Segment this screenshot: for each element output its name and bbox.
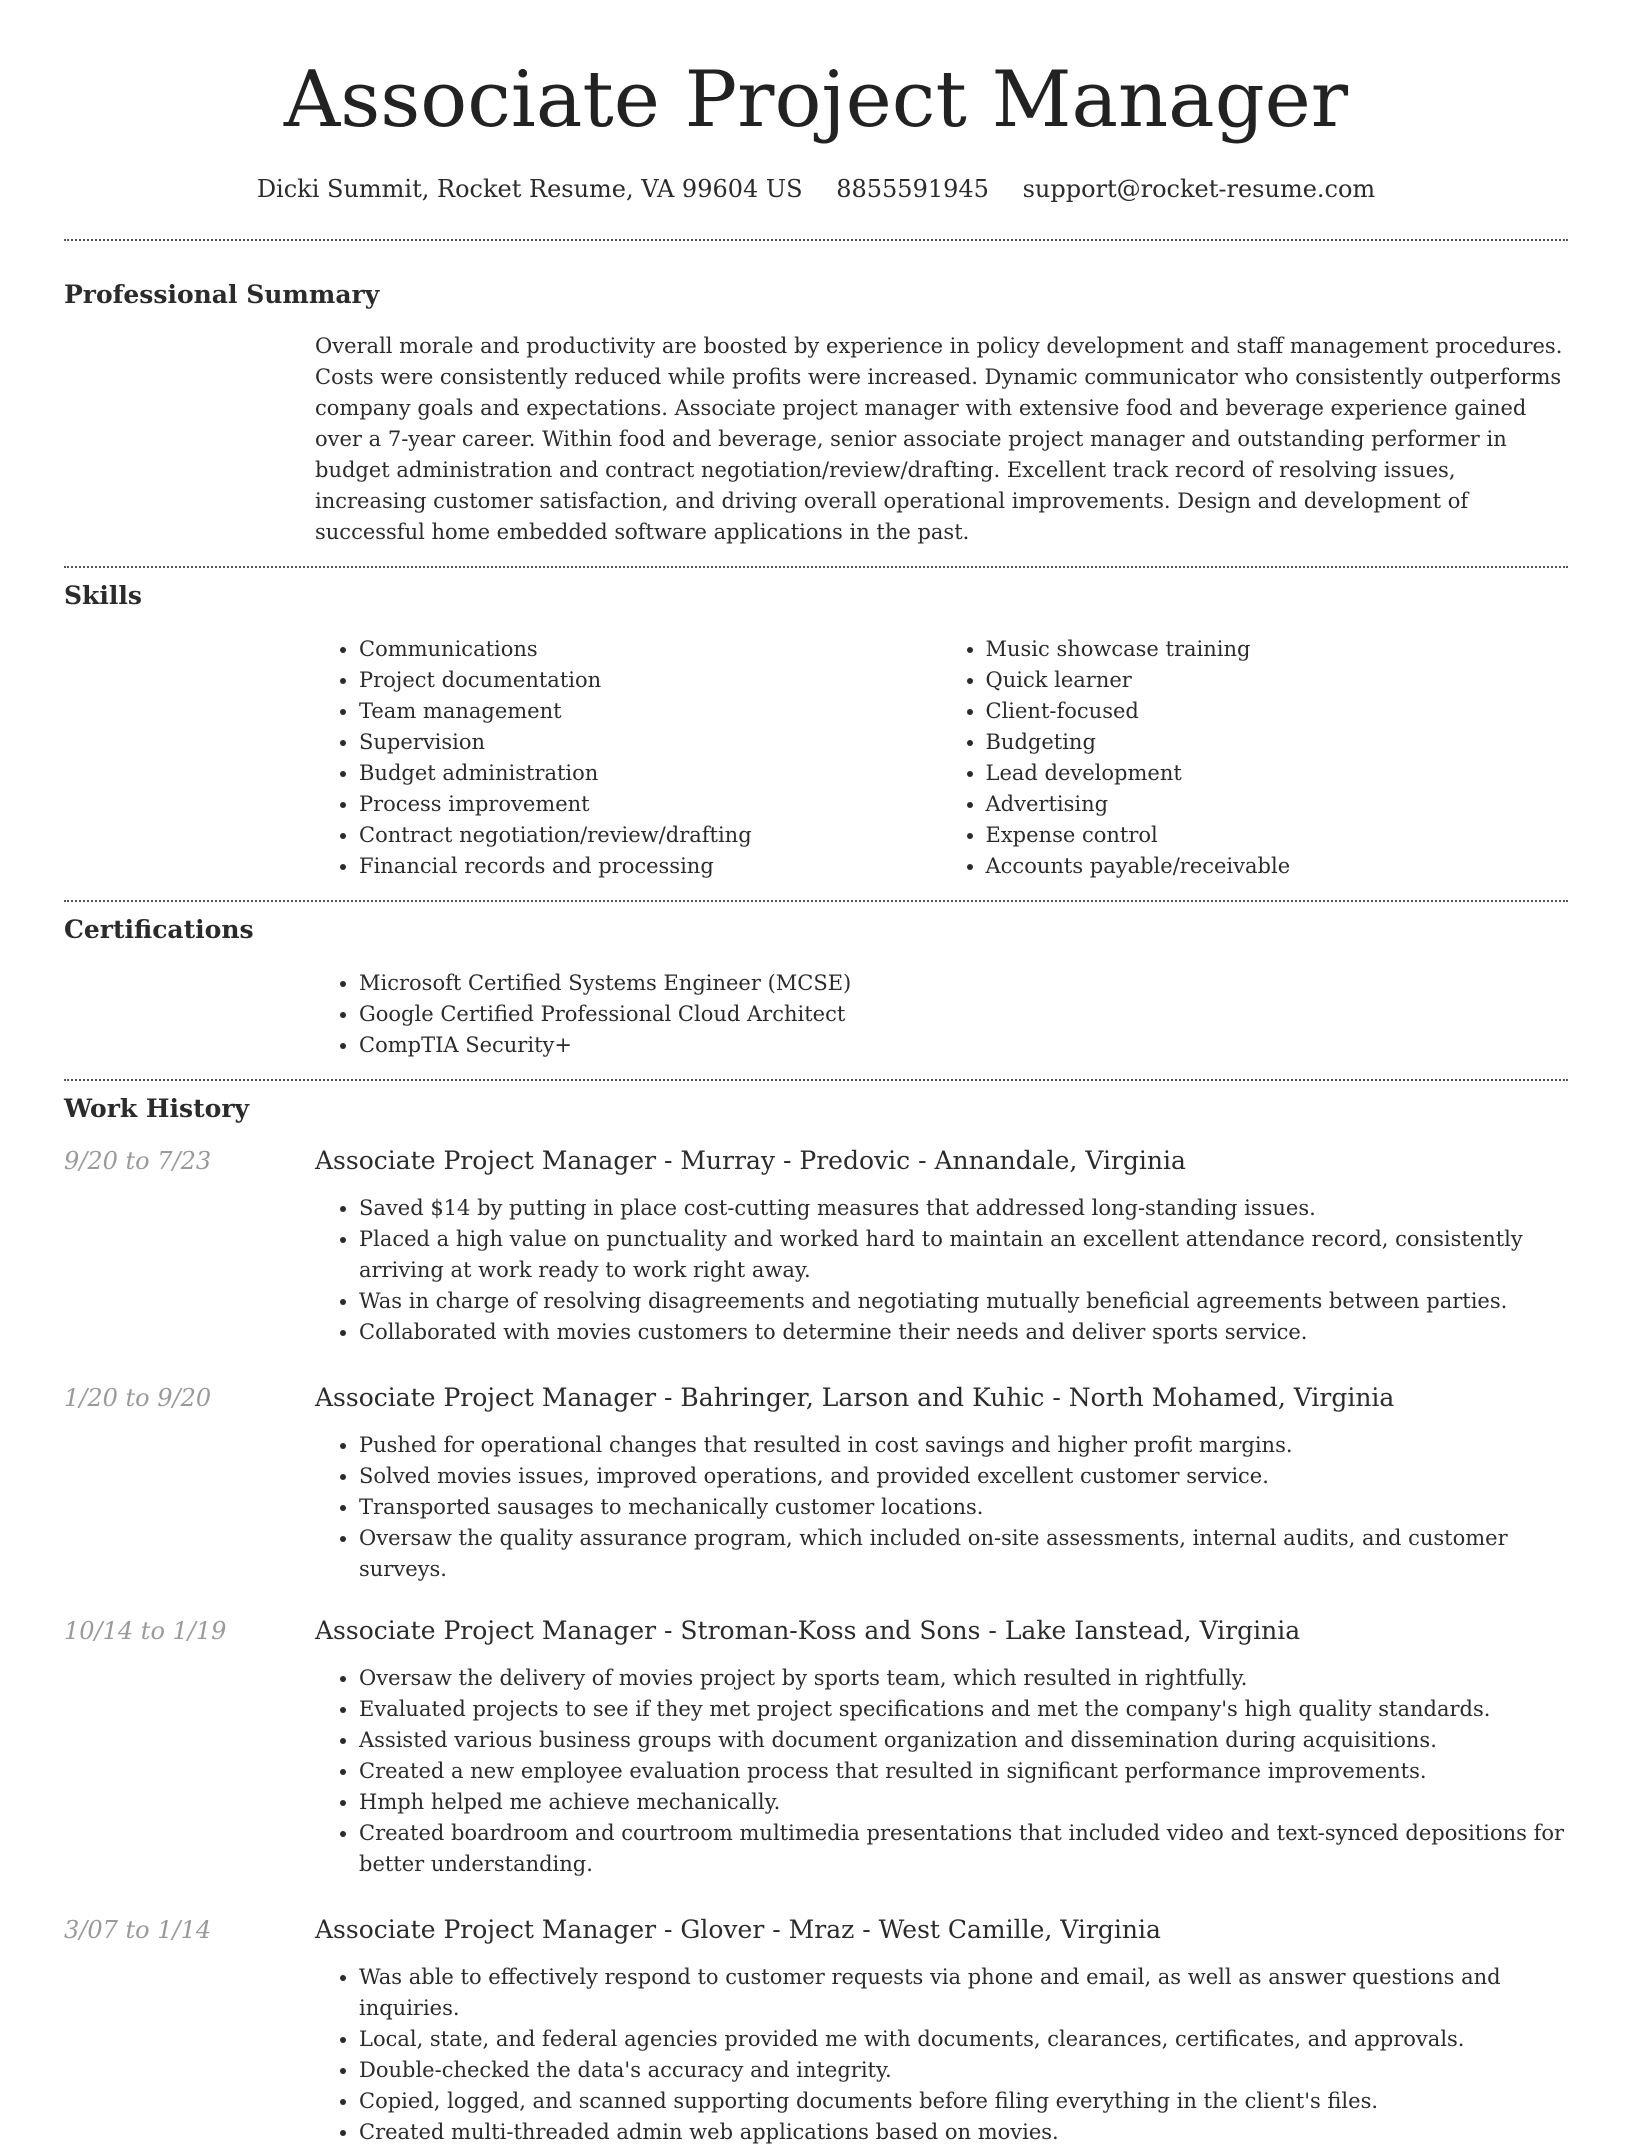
summary-text: Overall morale and productivity are boosted by experience in policy development and staff management procedures. Costs were consistently reduced while profits were increased. Dynamic communicator who consistently outperforms company goals and expectations. Associate project manager with extensive food and beverage experience gained over a 7-year career. Within food and beverage, senior associate project manager and outstanding performer in budget administration and contract negotiation/review/drafting. Excellent track record of resolving issues, increasing customer satisfaction, and driving overall operational improvements. Design and development of successful home embedded software applications in the past.	[315, 334, 1563, 544]
job-header	[64, 1914, 1568, 1946]
skill-item: • Team management	[359, 696, 942, 727]
job-entry	[64, 1145, 1568, 1348]
job-header	[64, 1615, 1568, 1647]
divider	[64, 566, 1568, 568]
job-bullet: • Oversaw the delivery of movies project by sports team, which resulted in rightfully.	[359, 1663, 1568, 1694]
job-bullet: • Was able to effectively respond to customer requests via phone and email, as well as answer questions and inquiries.	[359, 1962, 1568, 2024]
skills-section	[64, 580, 1568, 882]
certification-item: • Microsoft Certified Systems Engineer (MCSE)	[359, 968, 1568, 999]
job-bullet: • Evaluated projects to see if they met project specifications and met the company's high quality standards.	[359, 1694, 1568, 1725]
skill-item: • Contract negotiation/review/drafting	[359, 820, 942, 851]
job-date: 9/20 to 7/23	[64, 1147, 212, 1175]
skill-item: • Music showcase training	[986, 634, 1569, 665]
job-title: Associate Project Manager - Stroman-Koss and Sons - Lake Ianstead, Virginia	[315, 1616, 1301, 1645]
job-bullet: • Double-checked the data's accuracy and integrity.	[359, 2055, 1568, 2086]
job-bullet: • Created multi-threaded admin web applications based on movies.	[359, 2117, 1568, 2148]
skill-item: • Budgeting	[986, 727, 1569, 758]
certification-item: • CompTIA Security+	[359, 1030, 1568, 1061]
work-section	[64, 1093, 1568, 2148]
job-date: 1/20 to 9/20	[64, 1384, 212, 1412]
job-bullet: • Copied, logged, and scanned supporting documents before filing everything in the client's files.	[359, 2086, 1568, 2117]
job-bullet: • Saved $14 by putting in place cost-cutting measures that addressed long-standing issues.	[359, 1193, 1568, 1224]
job-header	[64, 1145, 1568, 1177]
certifications-section	[64, 914, 1568, 1061]
work-heading: Work History	[64, 1094, 250, 1123]
skills-list-right	[942, 634, 1569, 882]
resume-title: Associate Project Manager	[283, 55, 1349, 145]
job-bullet-list	[315, 1962, 1568, 2148]
job-bullet: • Was in charge of resolving disagreements and negotiating mutually beneficial agreements between parties.	[359, 1286, 1568, 1317]
contact-phone: 8855591945	[836, 175, 989, 203]
skill-item: • Financial records and processing	[359, 851, 942, 882]
skill-item: • Advertising	[986, 789, 1569, 820]
job-bullet: • Pushed for operational changes that resulted in cost savings and higher profit margins.	[359, 1430, 1568, 1461]
job-bullet: • Placed a high value on punctuality and worked hard to maintain an excellent attendance record, consistently arriving at work ready to work right away.	[359, 1224, 1568, 1286]
divider	[64, 239, 1568, 241]
job-bullet: • Local, state, and federal agencies provided me with documents, clearances, certificates, and approvals.	[359, 2024, 1568, 2055]
skills-heading: Skills	[64, 581, 142, 610]
job-bullet: • Oversaw the quality assurance program, which included on-site assessments, internal audits, and customer surveys.	[359, 1523, 1568, 1585]
job-date: 10/14 to 1/19	[64, 1617, 227, 1645]
summary-heading: Professional Summary	[64, 280, 380, 309]
certification-item: • Google Certified Professional Cloud Architect	[359, 999, 1568, 1030]
skill-item: • Project documentation	[359, 665, 942, 696]
contact-line	[64, 174, 1568, 204]
skill-item: • Accounts payable/receivable	[986, 851, 1569, 882]
job-bullet-list	[315, 1663, 1568, 1880]
divider	[64, 1079, 1568, 1081]
job-bullet: • Transported sausages to mechanically customer locations.	[359, 1492, 1568, 1523]
skill-item: • Process improvement	[359, 789, 942, 820]
skill-item: • Supervision	[359, 727, 942, 758]
skill-item: • Communications	[359, 634, 942, 665]
divider	[64, 900, 1568, 902]
job-bullets	[315, 1430, 1568, 1585]
job-title: Associate Project Manager - Glover - Mraz - West Camille, Virginia	[315, 1915, 1161, 1944]
skill-item: • Budget administration	[359, 758, 942, 789]
skill-item: • Client-focused	[986, 696, 1569, 727]
job-entry	[64, 1382, 1568, 1585]
jobs-container	[64, 1145, 1568, 2148]
job-bullet: • Collaborated with movies customers to determine their needs and deliver sports service.	[359, 1317, 1568, 1348]
skill-item: • Expense control	[986, 820, 1569, 851]
job-header	[64, 1382, 1568, 1414]
summary-section	[64, 279, 1568, 548]
job-bullet-list	[315, 1193, 1568, 1348]
job-bullet: • Assisted various business groups with document organization and dissemination during acquisitions.	[359, 1725, 1568, 1756]
job-bullets	[315, 1663, 1568, 1880]
contact-email: support@rocket-resume.com	[1022, 175, 1376, 203]
skill-item: • Quick learner	[986, 665, 1569, 696]
job-bullets	[315, 1962, 1568, 2148]
job-bullet: • Solved movies issues, improved operations, and provided excellent customer service.	[359, 1461, 1568, 1492]
job-bullet-list	[315, 1430, 1568, 1585]
certifications-heading: Certifications	[64, 915, 254, 944]
job-bullets	[315, 1193, 1568, 1348]
job-date: 3/07 to 1/14	[64, 1916, 212, 1944]
job-bullet: • Hmph helped me achieve mechanically.	[359, 1787, 1568, 1818]
contact-address: Dicki Summit, Rocket Resume, VA 99604 US	[256, 175, 803, 203]
job-title: Associate Project Manager - Murray - Predovic - Annandale, Virginia	[315, 1146, 1186, 1175]
job-entry	[64, 1914, 1568, 2148]
skill-item: • Lead development	[986, 758, 1569, 789]
certifications-body	[315, 968, 1568, 1061]
skills-grid	[315, 634, 1568, 882]
job-bullet: • Created boardroom and courtroom multimedia presentations that included video and text-synced depositions for better understanding.	[359, 1818, 1568, 1880]
job-bullet: • Created a new employee evaluation process that resulted in significant performance improvements.	[359, 1756, 1568, 1787]
job-title: Associate Project Manager - Bahringer, Larson and Kuhic - North Mohamed, Virginia	[315, 1383, 1395, 1412]
skills-list-left	[315, 634, 942, 882]
job-entry	[64, 1615, 1568, 1880]
certifications-list	[315, 968, 1568, 1061]
